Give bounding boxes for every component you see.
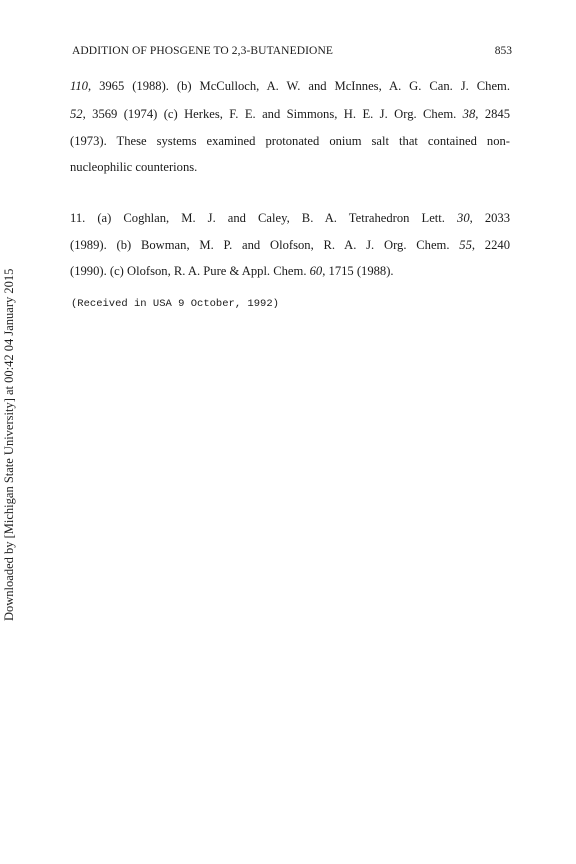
ref-text: (1989). (b) Bowman, M. P. and Olofson, R. A. J. Org. Chem.	[70, 238, 460, 252]
page-number: 853	[494, 45, 512, 57]
ref10-line-4: nucleophilic counterions.	[70, 160, 198, 174]
running-head: ADDITION OF PHOSGENE TO 2,3-BUTANEDIONE	[72, 45, 333, 57]
ref10-line-2	[70, 108, 510, 121]
ref-text: , 2845	[475, 107, 511, 121]
ref-text: , 1715 (1988).	[322, 264, 394, 278]
volume: 52	[70, 107, 83, 121]
ref-text: (1990). (c) Olofson, R. A. Pure & Appl. Chem.	[70, 264, 310, 278]
volume: 38	[462, 107, 476, 121]
volume: 55	[459, 238, 472, 252]
received-date: (Received in USA 9 October, 1992)	[71, 298, 279, 310]
volume: 110	[70, 79, 88, 93]
ref-text: 11. (a) Coghlan, M. J. and Caley, B. A. Tetrahedron Lett.	[70, 211, 458, 225]
ref10-line-1	[70, 80, 510, 93]
download-watermark: Downloaded by [Michigan State University] at 00:42 04 January 2015	[2, 268, 16, 621]
volume: 60	[309, 264, 323, 278]
ref11-line-3	[70, 265, 510, 278]
ref11-line-2	[70, 239, 510, 252]
ref-text: , 3569 (1974) (c) Herkes, F. E. and Simmons, H. E. J. Org. Chem.	[82, 107, 463, 121]
ref-text: , 3965 (1988). (b) McCulloch, A. W. and McInnes, A. G. Can. J. Chem.	[87, 79, 510, 93]
ref11-line-1	[70, 212, 510, 225]
ref-text: , 2033	[469, 211, 511, 225]
ref-text: , 2240	[471, 238, 510, 252]
volume: 30	[457, 211, 470, 225]
ref10-line-3: (1973). These systems examined protonated onium salt that contained non-	[70, 134, 510, 148]
